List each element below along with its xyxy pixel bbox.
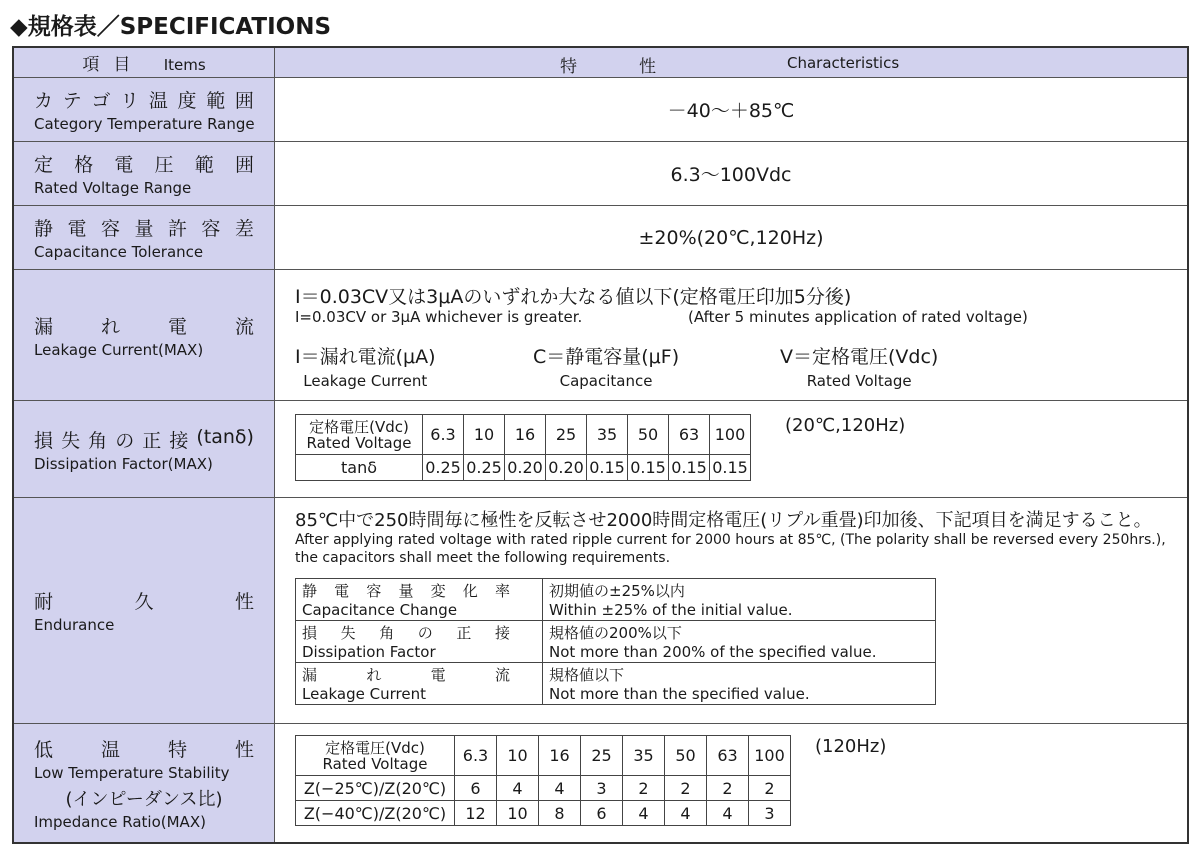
tan-cell: 0.15 — [587, 455, 628, 481]
label-char: 変 — [430, 582, 446, 600]
label-char: 流 — [494, 666, 510, 684]
endurance-item: 損 失 角 の 正 接 Dissipation Factor — [296, 621, 543, 663]
endurance-requirements-table — [295, 578, 936, 705]
imp-cell: 12 — [455, 801, 497, 826]
imp-cell: 4 — [497, 776, 539, 801]
tan-cell: 0.15 — [669, 455, 710, 481]
value-rated-voltage: 6.3～100Vdc — [275, 142, 1189, 206]
label-char: れ — [366, 666, 382, 684]
label-char: 電 — [67, 218, 87, 240]
tan-head: 定格電圧(Vdc) Rated Voltage — [296, 415, 423, 455]
label-char: 電 — [430, 666, 446, 684]
label-char: 量 — [134, 218, 154, 240]
label-char: 容 — [366, 582, 382, 600]
imp-cell: 4 — [707, 801, 749, 826]
label-char: 接 — [169, 429, 189, 452]
label-low-temp — [13, 724, 275, 844]
value-low-temp — [275, 724, 1189, 844]
imp-cell: 6 — [455, 776, 497, 801]
endurance-item: 漏 れ 電 流 Leakage Current — [296, 663, 543, 705]
impedance-table — [295, 735, 791, 826]
label-char: 損 — [34, 429, 54, 452]
label-char: 角 — [379, 624, 395, 642]
leakage-formula-note: (After 5 minutes application of rated voltage) — [688, 308, 1028, 326]
label-char: 接 — [494, 624, 510, 642]
label-jp-2: (インピーダンス比) — [65, 789, 223, 810]
label-rated-voltage — [13, 142, 275, 206]
voltage-cell: 50 — [628, 415, 669, 455]
label-char: 漏 — [34, 315, 54, 338]
label-char: テ — [62, 90, 82, 112]
imp-cell: 8 — [539, 801, 581, 826]
imp-head: 定格電圧(Vdc) Rated Voltage — [296, 736, 455, 776]
endurance-row — [296, 663, 936, 705]
label-char: 化 — [462, 582, 478, 600]
row-leakage — [13, 270, 1188, 401]
imp-cell: 2 — [707, 776, 749, 801]
imp-cell: 3 — [749, 801, 791, 826]
voltage-cell: 10 — [497, 736, 539, 776]
label-char: 差 — [234, 218, 254, 240]
label-en: Dissipation Factor(MAX) — [34, 454, 213, 473]
imp-cell: 3 — [581, 776, 623, 801]
label-category-temp — [13, 78, 275, 142]
label-char: 損 — [302, 624, 318, 642]
label-en: Category Temperature Range — [34, 115, 255, 133]
label-endurance — [13, 498, 275, 724]
label-char: れ — [100, 315, 120, 338]
imp-cell: 2 — [749, 776, 791, 801]
label-char: の — [115, 429, 135, 452]
label-jp — [34, 214, 254, 241]
imp-row-label: Z(−25℃)/Z(20℃) — [296, 776, 455, 801]
voltage-cell: 100 — [710, 415, 751, 455]
label-dissipation — [13, 401, 275, 498]
imp-cell: 4 — [539, 776, 581, 801]
imp-cell: 4 — [623, 801, 665, 826]
label-en-2: Impedance Ratio(MAX) — [34, 813, 206, 831]
header-char-jp: 特性 — [560, 57, 718, 77]
endurance-desc-en-2: the capacitors shall meet the following requirements. — [295, 550, 671, 566]
voltage-cell: 63 — [669, 415, 710, 455]
label-char: 耐 — [34, 591, 54, 613]
value-endurance — [275, 498, 1189, 724]
voltage-cell: 63 — [707, 736, 749, 776]
label-char: 範 — [206, 90, 226, 112]
label-en: Endurance — [34, 616, 115, 634]
header-char-en: Characteristics — [787, 54, 900, 72]
label-char: 量 — [398, 582, 414, 600]
tan-cell: 0.20 — [505, 455, 546, 481]
imp-cell: 2 — [623, 776, 665, 801]
imp-cell: 6 — [581, 801, 623, 826]
label-char: 度 — [177, 90, 197, 112]
voltage-cell: 35 — [587, 415, 628, 455]
voltage-cell: 6.3 — [423, 415, 464, 455]
leakage-def-v: V＝定格電圧(Vdc) Rated Voltage — [780, 346, 939, 390]
tan-cell: 0.20 — [546, 455, 587, 481]
label-char: 静 — [34, 218, 54, 240]
row-low-temp — [13, 724, 1188, 844]
voltage-cell: 10 — [464, 415, 505, 455]
voltage-cell: 100 — [749, 736, 791, 776]
label-char: 電 — [114, 154, 134, 176]
label-en: Leakage Current(MAX) — [34, 340, 204, 359]
voltage-cell: 16 — [505, 415, 546, 455]
voltage-cell: 16 — [539, 736, 581, 776]
label-cap-tolerance — [13, 206, 275, 270]
label-char: リ — [120, 90, 140, 112]
label-char: 温 — [100, 739, 120, 761]
endurance-req: 規格値以下 Not more than the specified value. — [543, 663, 936, 705]
row-category-temp — [13, 78, 1188, 142]
label-char: カ — [34, 90, 54, 112]
label-en: Capacitance Tolerance — [34, 243, 204, 261]
label-char: 正 — [142, 429, 162, 452]
label-jp — [34, 150, 254, 177]
label-char: 率 — [494, 582, 510, 600]
label-char: 圧 — [154, 154, 174, 176]
tan-row-label: tanδ — [296, 455, 423, 481]
tan-cell: 0.15 — [628, 455, 669, 481]
label-jp — [34, 86, 254, 113]
voltage-cell: 50 — [665, 736, 707, 776]
label-char: 容 — [100, 218, 120, 240]
page-title: ◆規格表／SPECIFICATIONS — [10, 14, 332, 40]
label-char: 許 — [167, 218, 187, 240]
voltage-cell: 25 — [581, 736, 623, 776]
label-char: 漏 — [302, 666, 318, 684]
header-items-en: Items — [163, 56, 206, 74]
label-char: 定 — [34, 154, 54, 176]
endurance-desc-jp: 85℃中で250時間毎に極性を反転させ2000時間定格電圧(リプル重畳)印加後、下記項目を満足すること。 — [295, 510, 1152, 531]
label-en: Low Temperature Stability — [34, 764, 230, 782]
label-jp — [34, 312, 254, 339]
label-char: 性 — [234, 739, 254, 761]
label-char: 失 — [61, 429, 81, 452]
label-char: 温 — [148, 90, 168, 112]
imp-row-label: Z(−40℃)/Z(20℃) — [296, 801, 455, 826]
label-char: 失 — [340, 624, 356, 642]
dissipation-condition: (20℃,120Hz) — [785, 415, 906, 436]
label-char: 容 — [201, 218, 221, 240]
label-char: 範 — [194, 154, 214, 176]
label-char: 流 — [234, 315, 254, 338]
leakage-def-c: C＝静電容量(μF) Capacitance — [533, 346, 680, 390]
label-char: 角 — [88, 429, 108, 452]
label-char: (tanδ) — [196, 425, 254, 448]
endurance-item: 静 電 容 量 変 化 率 Capacitance Change — [296, 579, 543, 621]
header-items-jp: 項目 — [82, 55, 145, 75]
label-char: 特 — [167, 739, 187, 761]
leakage-def-i: I＝漏れ電流(μA) Leakage Current — [295, 346, 436, 390]
leakage-formula-jp: I＝0.03CV又は3μAのいずれか大なる値以下(定格電圧印加5分後) — [295, 286, 852, 308]
tan-delta-table — [295, 414, 751, 481]
tan-cell: 0.15 — [710, 455, 751, 481]
row-endurance — [13, 498, 1188, 724]
label-char: 電 — [167, 315, 187, 338]
label-jp — [34, 735, 254, 762]
endurance-req: 初期値の±25%以内 Within ±25% of the initial value. — [543, 579, 936, 621]
imp-cell: 4 — [665, 801, 707, 826]
endurance-req: 規格値の200%以下 Not more than 200% of the specified value. — [543, 621, 936, 663]
leakage-formula-en: I=0.03CV or 3μA whichever is greater. — [295, 308, 583, 326]
value-category-temp: －40～＋85℃ — [275, 78, 1189, 142]
label-char: 囲 — [234, 154, 254, 176]
endurance-row — [296, 621, 936, 663]
value-leakage — [275, 270, 1189, 401]
value-cap-tolerance: ±20%(20℃,120Hz) — [275, 206, 1189, 270]
low-temp-condition: (120Hz) — [815, 736, 887, 757]
imp-cell: 10 — [497, 801, 539, 826]
label-char: の — [417, 624, 433, 642]
voltage-cell: 35 — [623, 736, 665, 776]
label-jp — [34, 587, 254, 614]
label-char: 低 — [34, 739, 54, 761]
imp-cell: 2 — [665, 776, 707, 801]
voltage-cell: 25 — [546, 415, 587, 455]
row-cap-tolerance — [13, 206, 1188, 270]
label-char: 正 — [456, 624, 472, 642]
label-char: 電 — [334, 582, 350, 600]
label-char: 囲 — [234, 90, 254, 112]
value-dissipation — [275, 401, 1189, 498]
label-leakage — [13, 270, 275, 401]
tan-cell: 0.25 — [464, 455, 505, 481]
header-row — [13, 47, 1188, 78]
voltage-cell: 6.3 — [455, 736, 497, 776]
label-en: Rated Voltage Range — [34, 179, 192, 197]
label-char: 格 — [74, 154, 94, 176]
header-characteristics — [275, 47, 1189, 78]
endurance-desc-en-1: After applying rated voltage with rated ripple current for 2000 hours at 85℃, (The polarity shall be reversed every 250hrs.), — [295, 532, 1166, 548]
label-char: 久 — [134, 591, 154, 613]
label-char: 静 — [302, 582, 318, 600]
spec-table — [12, 46, 1189, 844]
endurance-row — [296, 579, 936, 621]
tan-cell: 0.25 — [423, 455, 464, 481]
label-char: ゴ — [91, 90, 111, 112]
label-char: 性 — [234, 591, 254, 613]
header-items — [13, 47, 275, 78]
row-rated-voltage — [13, 142, 1188, 206]
label-jp — [34, 426, 254, 453]
row-dissipation — [13, 401, 1188, 498]
